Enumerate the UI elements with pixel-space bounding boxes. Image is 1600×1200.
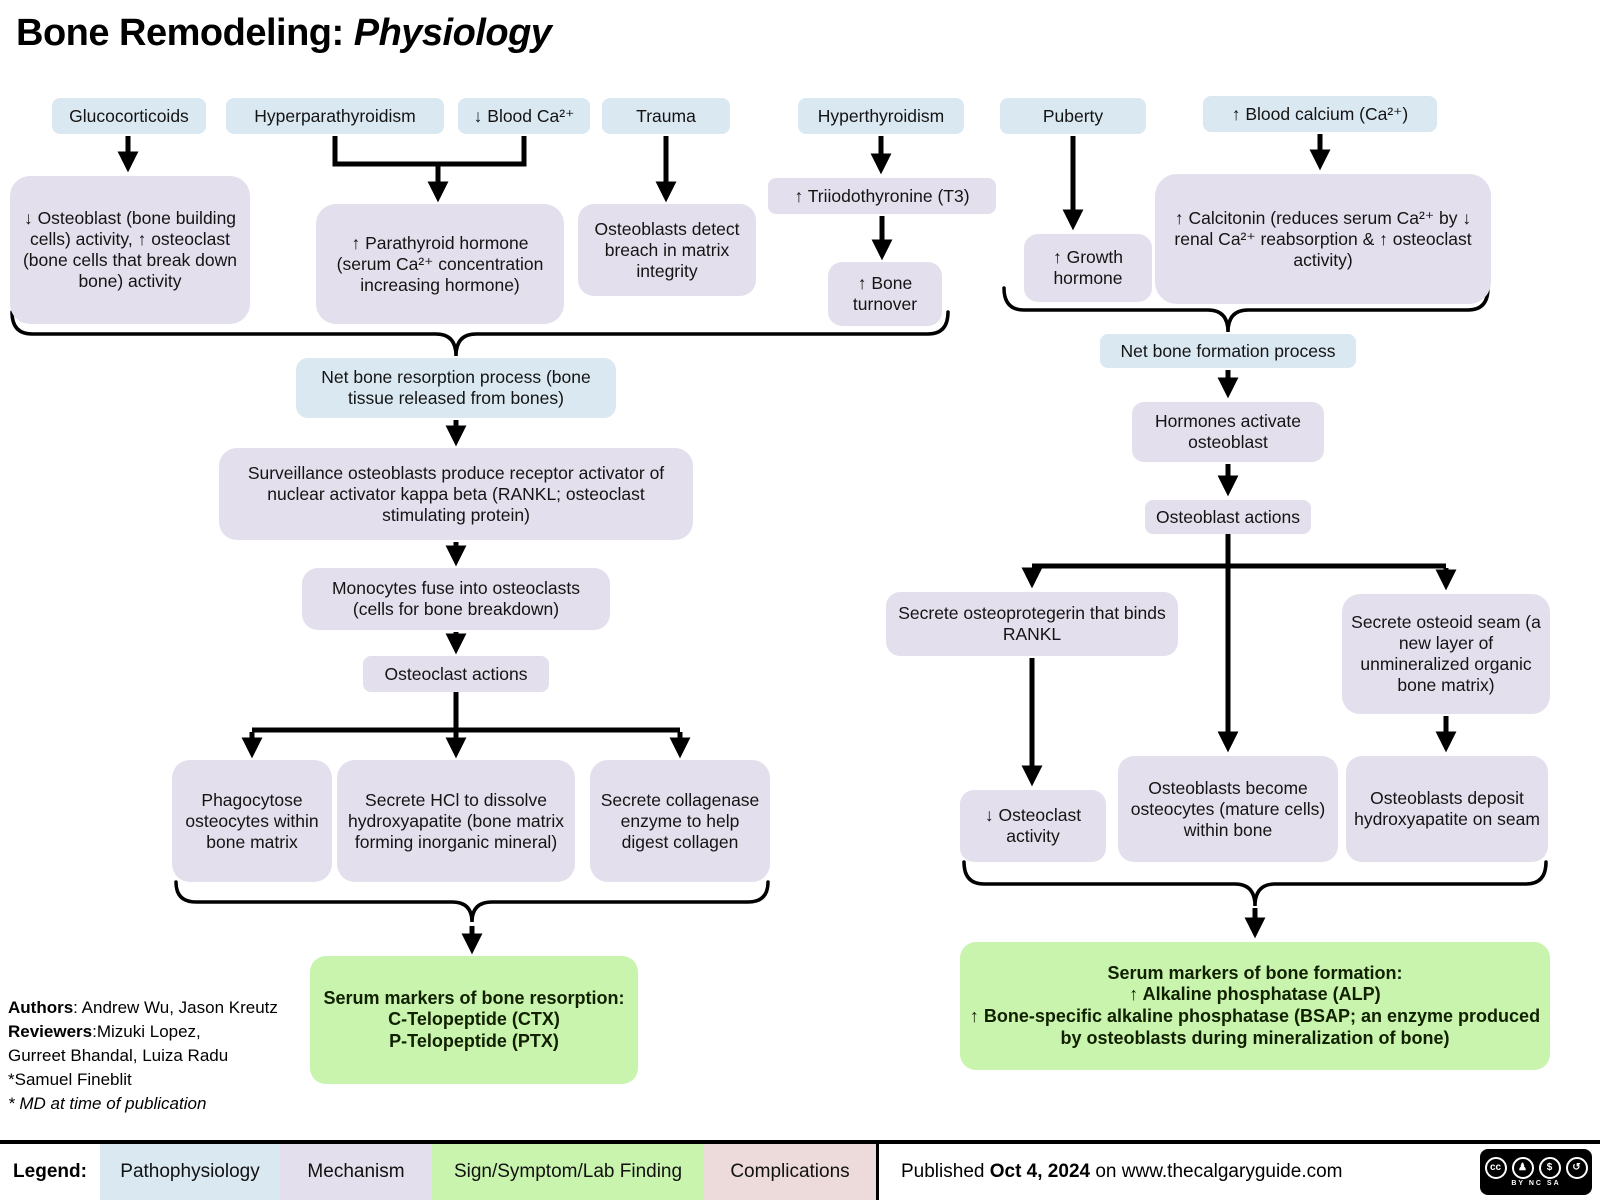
node-hyperparathyroidism: Hyperparathyroidism <box>226 98 444 134</box>
cc-license-badge[interactable] <box>1480 1149 1592 1195</box>
node-bone-turnover: ↑ Bone turnover <box>828 262 942 326</box>
reviewers-continued: Gurreet Bhandal, Luiza Radu <box>8 1046 229 1065</box>
cc-sa-icon: ↺ <box>1566 1157 1588 1179</box>
serum-formation-line: ↑ Alkaline phosphatase (ALP) <box>1129 984 1381 1005</box>
node-become-osteocytes: Osteoblasts become osteocytes (mature cells) within bone <box>1118 756 1338 862</box>
title-main: Bone Remodeling: <box>16 12 354 54</box>
reviewers-label: Reviewers <box>8 1022 93 1041</box>
node-net-formation: Net bone formation process <box>1100 334 1356 368</box>
node-osteoclast-actions: Osteoclast actions <box>363 656 549 692</box>
merge-hyperpara-lowca <box>335 136 524 164</box>
node-low-osteoclast-activity: ↓ Osteoclast activity <box>960 790 1106 862</box>
published-date: Oct 4, 2024 <box>989 1161 1091 1182</box>
cc-by-icon: ♟ <box>1512 1157 1534 1179</box>
node-detect-breach: Osteoblasts detect breach in matrix integrity <box>578 204 756 296</box>
node-osteoprotegerin: Secrete osteoprotegerin that binds RANKL <box>886 592 1178 656</box>
serum-resorption-line: C-Telopeptide (CTX) <box>388 1009 560 1030</box>
reviewers-line <box>8 1020 278 1044</box>
node-phagocytose: Phagocytose osteocytes within bone matrix <box>172 760 332 882</box>
node-surveillance-rankl: Surveillance osteoblasts produce receptor activator of nuclear activator kappa beta (RANKL; osteoclast stimulating protein) <box>219 448 693 540</box>
published-url: on www.thecalgaryguide.com <box>1090 1161 1343 1182</box>
legend-sign-symptom-lab: Sign/Symptom/Lab Finding <box>432 1144 704 1200</box>
brace-formation-markers <box>964 862 1546 906</box>
published-line <box>879 1144 1480 1200</box>
cc-icon: cc <box>1485 1157 1507 1179</box>
node-glucocorticoids: Glucocorticoids <box>52 98 206 134</box>
asterisk-name: *Samuel Fineblit <box>8 1070 132 1089</box>
node-parathyroid-hormone: ↑ Parathyroid hormone (serum Ca²⁺ concentration increasing hormone) <box>316 204 564 324</box>
reviewers-names: :Mizuki Lopez, <box>92 1022 201 1041</box>
node-deposit-hydroxyapatite: Osteoblasts deposit hydroxyapatite on seam <box>1346 756 1548 862</box>
node-serum-formation-markers <box>960 942 1550 1070</box>
cc-icon-row <box>1485 1157 1588 1179</box>
legend-complications: Complications <box>704 1144 876 1200</box>
legend-mechanism: Mechanism <box>280 1144 432 1200</box>
cc-nc-icon: $ <box>1539 1157 1561 1179</box>
node-osteoid-seam: Secrete osteoid seam (a new layer of unmineralized organic bone matrix) <box>1342 594 1550 714</box>
legend-label: Legend: <box>13 1161 87 1182</box>
legend-pathophysiology: Pathophysiology <box>100 1144 280 1200</box>
serum-formation-line: ↑ Bone-specific alkaline phosphatase (BSAP; an enzyme produced by osteoblasts during mineralization of bone) <box>969 1006 1541 1048</box>
node-secrete-hcl: Secrete HCl to dissolve hydroxyapatite (bone matrix forming inorganic mineral) <box>337 760 575 882</box>
node-hyperthyroidism: Hyperthyroidism <box>798 98 964 134</box>
node-monocytes-fuse: Monocytes fuse into osteoclasts (cells for bone breakdown) <box>302 568 610 630</box>
published-prefix: Published <box>901 1161 990 1182</box>
node-growth-hormone: ↑ Growth hormone <box>1024 234 1152 302</box>
cc-labels: BY NC SA <box>1511 1180 1561 1187</box>
node-osteoblast-actions-right: Osteoblast actions <box>1145 500 1311 534</box>
authors-names: : Andrew Wu, Jason Kreutz <box>73 998 278 1017</box>
node-hormones-activate: Hormones activate osteoblast <box>1132 402 1324 462</box>
node-triiodothyronine: ↑ Triiodothyronine (T3) <box>768 178 996 214</box>
serum-formation-line: Serum markers of bone formation: <box>1107 962 1403 983</box>
title-emphasis: Physiology <box>353 12 552 54</box>
node-net-resorption: Net bone resorption process (bone tissue released from bones) <box>296 358 616 418</box>
md-footnote: * MD at time of publication <box>8 1094 207 1113</box>
split-osteoclast-actions <box>252 692 680 730</box>
credits-block <box>8 996 278 1116</box>
node-puberty: Puberty <box>1000 98 1146 134</box>
node-serum-resorption-markers <box>310 956 638 1084</box>
serum-resorption-line: P-Telopeptide (PTX) <box>389 1030 559 1051</box>
node-high-blood-calcium: ↑ Blood calcium (Ca²⁺) <box>1203 96 1437 132</box>
serum-resorption-line: Serum markers of bone resorption: <box>323 987 625 1008</box>
node-low-blood-ca: ↓ Blood Ca²⁺ <box>458 98 590 134</box>
authors-line <box>8 996 278 1020</box>
node-calcitonin: ↑ Calcitonin (reduces serum Ca²⁺ by ↓ renal Ca²⁺ reabsorption & ↑ osteoclast activity) <box>1155 174 1491 304</box>
node-secrete-collagenase: Secrete collagenase enzyme to help digest collagen <box>590 760 770 882</box>
legend-bar <box>0 1140 1600 1200</box>
brace-resorption-markers <box>176 882 768 922</box>
node-osteoblast-activity-shift: ↓ Osteoblast (bone building cells) activity, ↑ osteoclast (bone cells that break down bone) activity <box>10 176 250 324</box>
authors-label: Authors <box>8 998 74 1017</box>
split-osteoblast-actions <box>1032 534 1446 566</box>
node-trauma: Trauma <box>602 98 730 134</box>
